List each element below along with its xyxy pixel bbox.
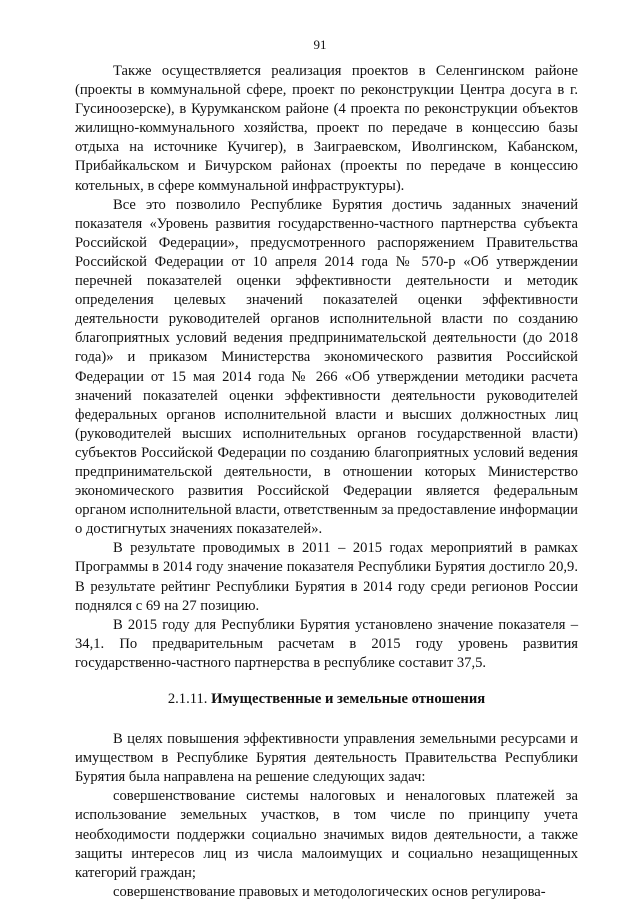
paragraph-land-goals: В целях повышения эффективности управления земельными ресурсами и имуществом в Республике Бурятия деятельность Правительства Республики Бурятия была направлена на решение следующих задач: [75, 731, 578, 786]
paragraph-target-2015: В 2015 году для Республики Бурятия установлено значение показателя – 34,1. По предварительным расчетам в 2015 году уровень развития государственно-частного партнерства в республике составит 37,5. [75, 616, 578, 671]
page-content [75, 62, 578, 902]
page-number: 91 [313, 37, 327, 52]
paragraph-task-taxes: совершенствование системы налоговых и неналоговых платежей за использование земельных участков, в том числе по принципу учета необходимости поддержки социально значимых видов деятельности, а также защиты интересов лиц из числа малоимущих и социально незащищенных категорий граждан; [75, 788, 578, 881]
section-number: 2.1.11. [167, 691, 208, 707]
paragraph-task-legal: совершенствование правовых и методологических основ регулирова- [113, 883, 546, 900]
paragraph-results-2014: В результате проводимых в 2011 – 2015 годах мероприятий в рамках Программы в 2014 году значение показателя Республики Бурятия достигло 20,9. В результате рейтинг Республики Бурятия в 2014 году среди регионов России поднялся с 69 на 27 позицию. [75, 540, 578, 614]
section-title: Имущественные и земельные отношения [211, 691, 486, 707]
paragraph-projects: Также осуществляется реализация проектов в Селенгинском районе (проекты в коммунальной сфере, проект по реконструкции Центра досуга в г. Гусиноозерске), в Курумканском районе (4 проекта по реконструкции объектов жилищно-коммунального хозяйства, проект по передаче в концессию базы отдыха на источнике Кучигер), в Заиграевском, Иволгинском, Кабанском, Прибайкальском и Бичурском районах (проекты по передаче в концессию котельных, в сфере коммунальной инфраструктуры). [75, 63, 578, 194]
section-heading [75, 690, 578, 709]
paragraph-ppp-indicator: Все это позволило Республике Бурятия достичь заданных значений показателя «Уровень развития государственно-частного партнерства субъекта Российской Федерации», предусмотренного распоряжением Правительства Российской Федерации от 10 апреля 2014 года № 570-р «Об утверждении перечней показателей оценки эффективности деятельности и методик определения целевых значений показателей оценки эффективности деятельности руководителей органов исполнительной власти по созданию благоприятных условий ведения предпринимательской деятельности (до 2018 года)» и приказом Министерства экономического развития Российской Федерации от 15 мая 2014 года № 266 «Об утверждении методики расчета значений показателей оценки эффективности деятельности руководителей федеральных органов исполнительной власти и высших должностных лиц (руководителей высших исполнительных органов государственной власти) субъектов Российской Федерации по созданию благоприятных условий ведения предпринимательской деятельности, в отношении которых Министерство экономического развития Российской Федерации является федеральным органом исполнительной власти, ответственным за предоставление информации о достигнутых значениях показателей». [75, 196, 578, 538]
